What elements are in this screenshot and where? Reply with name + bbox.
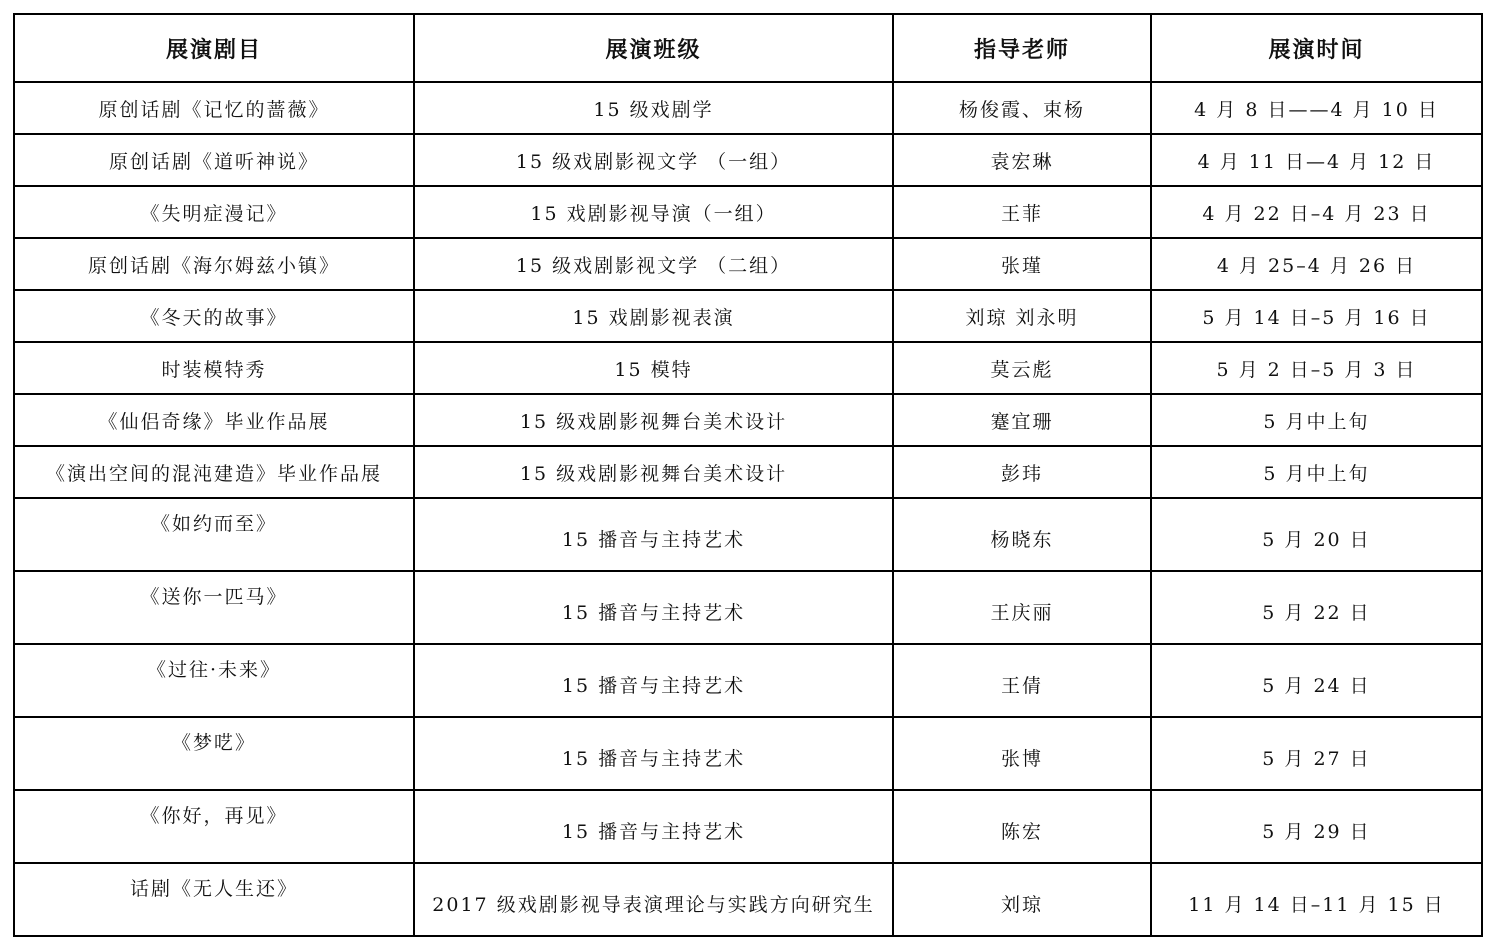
cell-title: 《过往·未来》 — [14, 644, 414, 717]
table-row — [14, 790, 1482, 863]
cell-time: 5 月中上旬 — [1151, 446, 1482, 498]
cell-time: 5 月 24 日 — [1151, 644, 1482, 717]
cell-time: 4 月 11 日—4 月 12 日 — [1151, 134, 1482, 186]
cell-class: 15 级戏剧影视文学 （一组） — [414, 134, 893, 186]
cell-title: 《冬天的故事》 — [14, 290, 414, 342]
cell-teacher: 杨晓东 — [893, 498, 1151, 571]
cell-teacher: 莫云彪 — [893, 342, 1151, 394]
table-row — [14, 238, 1482, 290]
cell-teacher: 彭玮 — [893, 446, 1151, 498]
cell-class: 15 戏剧影视导演（一组） — [414, 186, 893, 238]
cell-title: 《送你一匹马》 — [14, 571, 414, 644]
table-row — [14, 446, 1482, 498]
cell-class: 15 播音与主持艺术 — [414, 717, 893, 790]
cell-time: 5 月 22 日 — [1151, 571, 1482, 644]
cell-class: 2017 级戏剧影视导表演理论与实践方向研究生 — [414, 863, 893, 936]
cell-class: 15 级戏剧学 — [414, 82, 893, 134]
cell-time: 11 月 14 日–11 月 15 日 — [1151, 863, 1482, 936]
cell-title: 《你好，再见》 — [14, 790, 414, 863]
cell-class: 15 播音与主持艺术 — [414, 498, 893, 571]
cell-teacher: 陈宏 — [893, 790, 1151, 863]
cell-title: 话剧《无人生还》 — [14, 863, 414, 936]
cell-teacher: 张瑾 — [893, 238, 1151, 290]
table-row — [14, 571, 1482, 644]
header-time: 展演时间 — [1151, 14, 1482, 82]
cell-class: 15 模特 — [414, 342, 893, 394]
table-row — [14, 82, 1482, 134]
cell-title: 《仙侣奇缘》毕业作品展 — [14, 394, 414, 446]
cell-teacher: 蹇宜珊 — [893, 394, 1151, 446]
cell-title: 原创话剧《海尔姆兹小镇》 — [14, 238, 414, 290]
cell-class: 15 播音与主持艺术 — [414, 644, 893, 717]
header-title: 展演剧目 — [14, 14, 414, 82]
cell-class: 15 戏剧影视表演 — [414, 290, 893, 342]
cell-title: 《失明症漫记》 — [14, 186, 414, 238]
cell-time: 4 月 8 日——4 月 10 日 — [1151, 82, 1482, 134]
cell-teacher: 刘琼 — [893, 863, 1151, 936]
cell-time: 5 月 20 日 — [1151, 498, 1482, 571]
cell-class: 15 级戏剧影视舞台美术设计 — [414, 446, 893, 498]
cell-time: 5 月 27 日 — [1151, 717, 1482, 790]
cell-time: 5 月中上旬 — [1151, 394, 1482, 446]
cell-title: 时装模特秀 — [14, 342, 414, 394]
table-row — [14, 717, 1482, 790]
table-row — [14, 186, 1482, 238]
header-class: 展演班级 — [414, 14, 893, 82]
table-row — [14, 644, 1482, 717]
cell-teacher: 王倩 — [893, 644, 1151, 717]
cell-time: 4 月 25–4 月 26 日 — [1151, 238, 1482, 290]
cell-teacher: 刘琼 刘永明 — [893, 290, 1151, 342]
cell-time: 5 月 14 日–5 月 16 日 — [1151, 290, 1482, 342]
header-teacher: 指导老师 — [893, 14, 1151, 82]
cell-title: 《如约而至》 — [14, 498, 414, 571]
cell-teacher: 杨俊霞、束杨 — [893, 82, 1151, 134]
cell-teacher: 王庆丽 — [893, 571, 1151, 644]
cell-title: 原创话剧《记忆的蔷薇》 — [14, 82, 414, 134]
table-row — [14, 342, 1482, 394]
table-row — [14, 863, 1482, 936]
cell-teacher: 王菲 — [893, 186, 1151, 238]
cell-time: 5 月 29 日 — [1151, 790, 1482, 863]
cell-teacher: 张博 — [893, 717, 1151, 790]
header-row — [14, 14, 1482, 82]
table-row — [14, 394, 1482, 446]
table-row — [14, 290, 1482, 342]
cell-class: 15 播音与主持艺术 — [414, 571, 893, 644]
table-row — [14, 498, 1482, 571]
cell-time: 4 月 22 日–4 月 23 日 — [1151, 186, 1482, 238]
cell-class: 15 级戏剧影视文学 （二组） — [414, 238, 893, 290]
cell-teacher: 袁宏琳 — [893, 134, 1151, 186]
cell-title: 《演出空间的混沌建造》毕业作品展 — [14, 446, 414, 498]
performance-schedule-table — [13, 13, 1483, 937]
cell-title: 《梦呓》 — [14, 717, 414, 790]
cell-class: 15 级戏剧影视舞台美术设计 — [414, 394, 893, 446]
cell-class: 15 播音与主持艺术 — [414, 790, 893, 863]
cell-time: 5 月 2 日–5 月 3 日 — [1151, 342, 1482, 394]
table-row — [14, 134, 1482, 186]
cell-title: 原创话剧《道听神说》 — [14, 134, 414, 186]
